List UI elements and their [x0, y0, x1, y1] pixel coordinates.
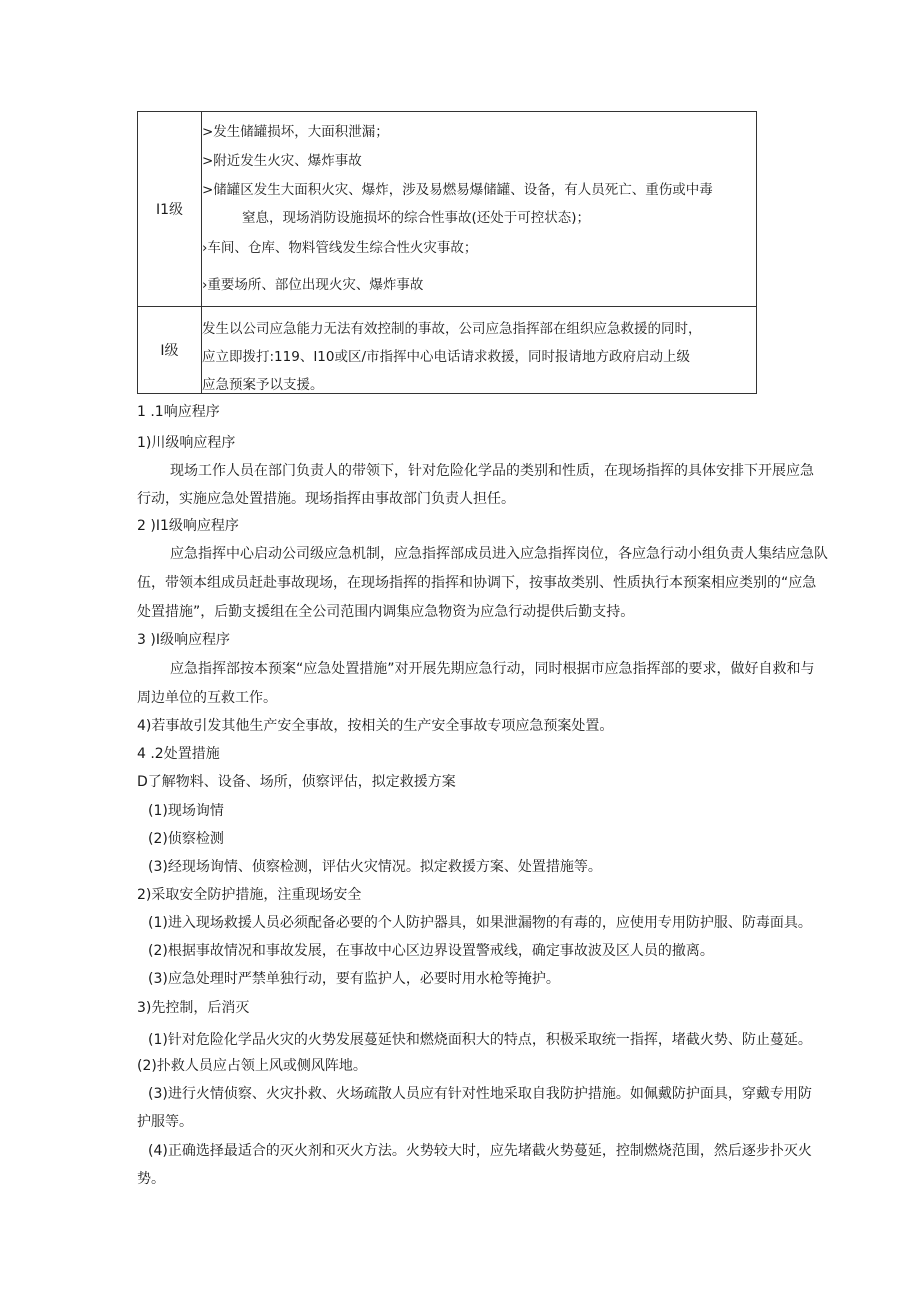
subsection-heading: D了解物料、设备、场所，侦察评估，拟定救援方案	[137, 774, 456, 790]
list-item: (4)正确选择最适合的灭火剂和灭火方法。火势较大时，应先堵截火势蔓延，控制燃烧范围，然后逐步扑灭火	[148, 1143, 812, 1159]
list-item: (2)根据事故情况和事故发展，在事故中心区边界设置警戒线，确定事故波及区人员的撤离。	[148, 943, 714, 959]
subsection-heading: 1)川级响应程序	[137, 435, 236, 451]
list-item: (1)针对危险化学品火灾的火势发展蔓延快和燃烧面积大的特点，积极采取统一指挥，堵截火势、防止蔓延。	[148, 1032, 812, 1048]
list-item: (3)应急处理时严禁单独行动，要有监护人，必要时用水枪等掩护。	[148, 971, 560, 987]
level-description	[202, 307, 757, 394]
list-item: ›车间、仓库、物料管线发生综合性火灾事故；	[202, 240, 478, 256]
subsection-heading: 2)采取安全防护措施，注重现场安全	[137, 887, 362, 903]
list-item: >发生储罐损坏，大面积泄漏；	[202, 124, 389, 140]
paragraph-line: 护服等。	[137, 1114, 193, 1130]
paragraph-line: 应急指挥中心启动公司级应急机制，应急指挥部成员进入应急指挥岗位，各应急行动小组负责人集结应急队	[170, 546, 828, 562]
list-item: >附近发生火灾、爆炸事故	[202, 153, 362, 169]
paragraph-line: 势。	[137, 1171, 165, 1187]
paragraph-line: 行动，实施应急处置措施。现场指挥由事故部门负责人担任。	[137, 491, 515, 507]
table-row	[138, 307, 757, 394]
level-cell: I1级	[138, 112, 202, 307]
level-cell: Ⅰ级	[138, 307, 202, 394]
list-item: (3)经现场询情、侦察检测，评估火灾情况。拟定救援方案、处置措施等。	[148, 859, 602, 875]
emergency-level-table	[137, 111, 757, 394]
subsection-heading: 3 )Ⅰ级响应程序	[137, 632, 230, 648]
list-item: ›重要场所、部位出现火灾、爆炸事故	[202, 277, 424, 293]
list-item: (1)进入现场救援人员必须配备必要的个人防护器具，如果泄漏物的有毒的，应使用专用防护服、防毒面具。	[148, 915, 812, 931]
subsection-heading: 3)先控制，后消灭	[137, 1000, 250, 1016]
paragraph-line: 4)若事故引发其他生产安全事故，按相关的生产安全事故专项应急预案处置。	[137, 718, 614, 734]
list-item: >储罐区发生大面积火灾、爆炸，涉及易燃易爆储罐、设备，有人员死亡、重伤或中毒	[202, 182, 713, 198]
list-item: (1)现场询情	[148, 803, 224, 819]
paragraph-line: 伍，带领本组成员赶赴事故现场，在现场指挥的指挥和协调下，按事故类别、性质执行本预案相应类别的“应急	[137, 575, 817, 591]
table-row	[138, 112, 757, 307]
list-item: 窒息，现场消防设施损坏的综合性事故(还处于可控状态)；	[242, 210, 591, 226]
subsection-heading: 2 )I1级响应程序	[137, 518, 239, 534]
paragraph-line: 周边单位的互救工作。	[137, 690, 277, 706]
list-item: (3)进行火情侦察、火灾扑救、火场疏散人员应有针对性地采取自我防护措施。如佩戴防护面具，穿戴专用防	[148, 1086, 812, 1102]
list-item: 应立即拨打:119、I10或区/市指挥中心电话请求救援，同时报请地方政府启动上级	[202, 349, 691, 365]
list-item: (2)侦察检测	[148, 831, 224, 847]
section-heading: 4 .2处置措施	[137, 746, 220, 762]
paragraph-line: 处置措施”，后勤支援组在全公司范围内调集应急物资为应急行动提供后勤支持。	[137, 604, 635, 620]
paragraph-line: 现场工作人员在部门负责人的带领下，针对危险化学品的类别和性质，在现场指挥的具体安排下开展应急	[170, 463, 814, 479]
list-item: (2)扑救人员应占领上风或侧风阵地。	[137, 1058, 367, 1074]
paragraph-line: 应急指挥部按本预案“应急处置措施”对开展先期应急行动，同时根据市应急指挥部的要求，做好自救和与	[170, 661, 815, 677]
level-description	[202, 112, 757, 307]
list-item: 发生以公司应急能力无法有效控制的事故，公司应急指挥部在组织应急救援的同时，	[202, 321, 702, 337]
section-heading: 1 .1响应程序	[137, 404, 220, 420]
list-item: 应急预案予以支援。	[202, 377, 324, 393]
